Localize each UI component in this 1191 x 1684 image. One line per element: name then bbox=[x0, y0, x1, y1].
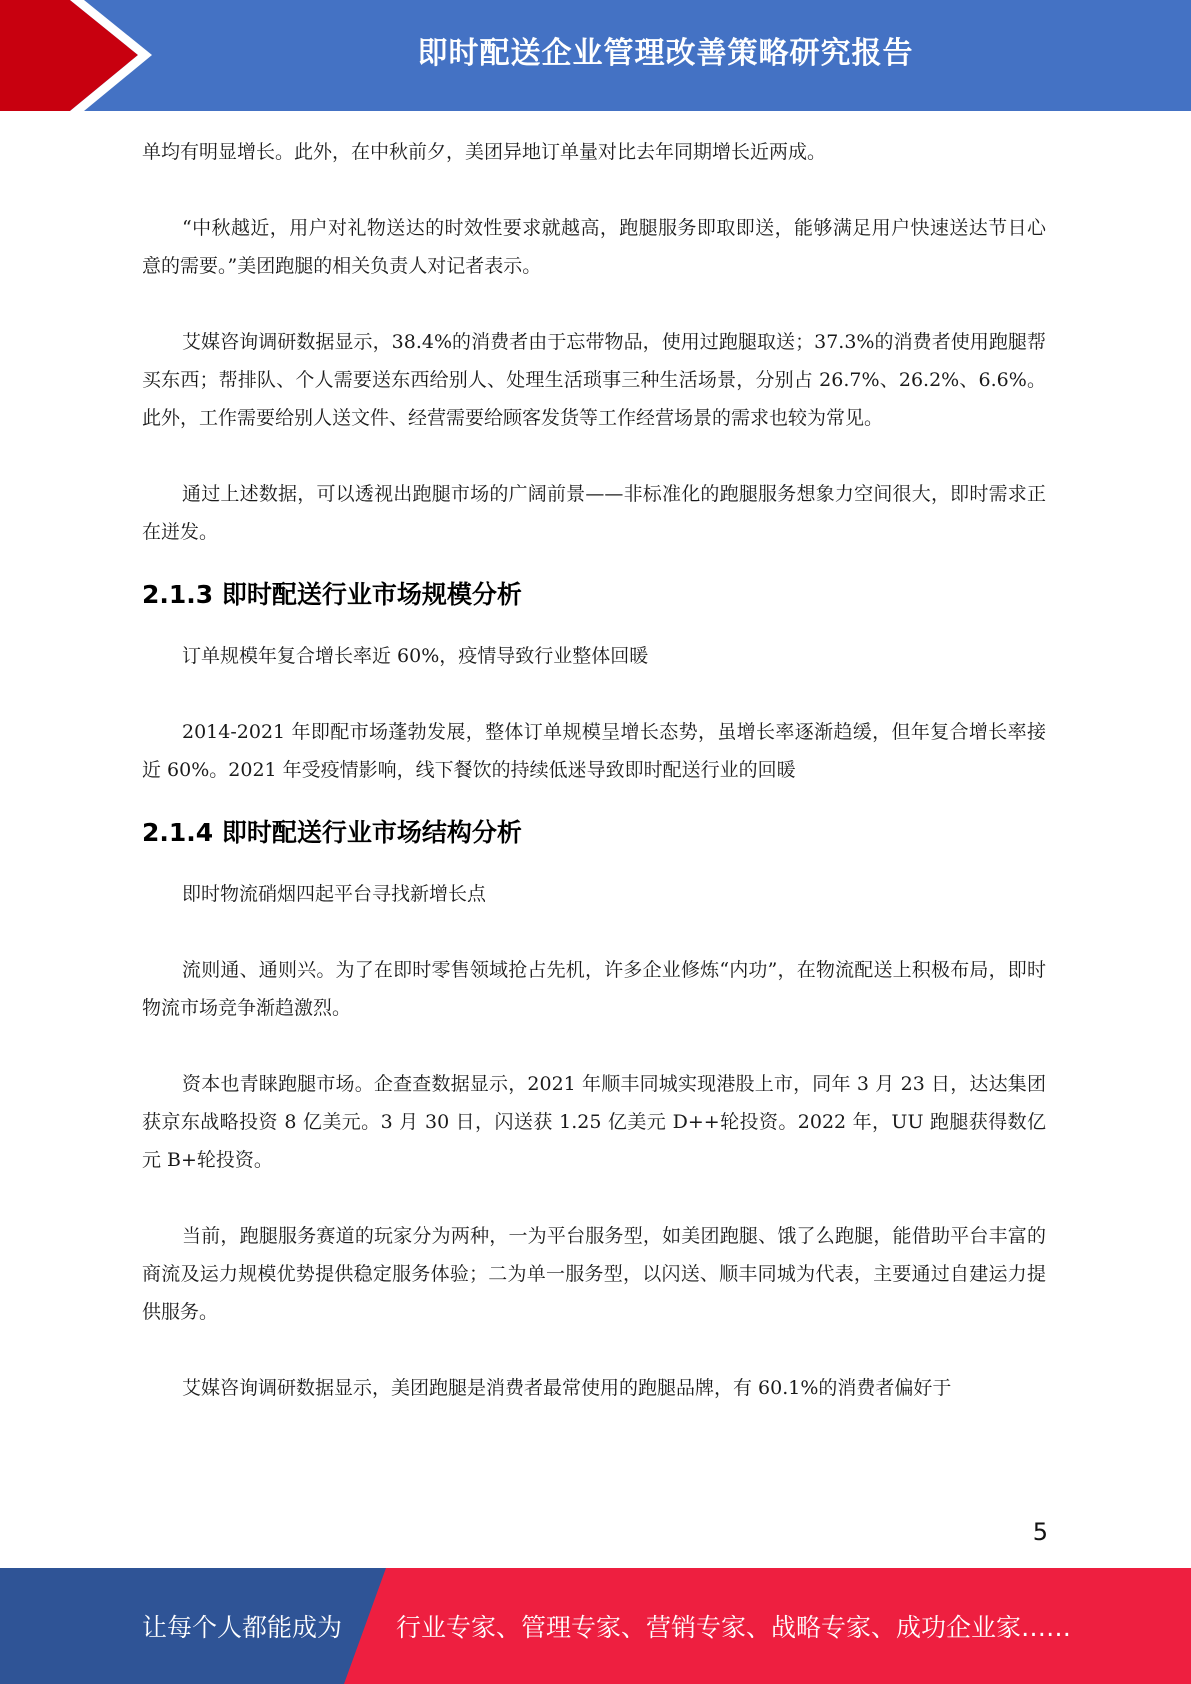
section-heading-2-1-4: 2.1.4 即时配送行业市场结构分析 bbox=[142, 818, 522, 847]
paragraph: 2014-2021 年即配市场蓬勃发展，整体订单规模呈增长态势，虽增长率逐渐趋缓，但年复合增长率接近 60%。2021 年受疫情影响，线下餐饮的持续低迷导致即时配送行业的回暖 bbox=[142, 721, 1046, 781]
header-title: 即时配送企业管理改善策略研究报告 bbox=[417, 36, 914, 71]
paragraph: 艾媒咨询调研数据显示，38.4%的消费者由于忘带物品，使用过跑腿取送；37.3%的消费者使用跑腿帮买东西；帮排队、个人需要送东西给别人、处理生活琐事三种生活场景，分别占 26.7%、26.2%、6.6%。此外，工作需要给别人送文件、经营需要给顾客发货等工作经营场景的需求也较为常见。 bbox=[142, 331, 1046, 429]
paragraph: 即时物流硝烟四起平台寻找新增长点 bbox=[182, 883, 487, 905]
paragraph: 艾媒咨询调研数据显示，美团跑腿是消费者最常使用的跑腿品牌，有 60.1%的消费者偏好于 bbox=[182, 1377, 952, 1399]
paragraph: 资本也青睐跑腿市场。企查查数据显示，2021 年顺丰同城实现港股上市，同年 3 月 23 日，达达集团获京东战略投资 8 亿美元。3 月 30 日，闪送获 1.25 亿美元 D++轮投资。2022 年，UU 跑腿获得数亿元 B+轮投资。 bbox=[142, 1073, 1046, 1171]
page-header bbox=[0, 0, 1191, 111]
paragraph: 通过上述数据，可以透视出跑腿市场的广阔前景——非标准化的跑腿服务想象力空间很大，即时需求正在迸发。 bbox=[142, 483, 1046, 543]
paragraph: 流则通、通则兴。为了在即时零售领域抢占先机，许多企业修炼“内功”，在物流配送上积极布局，即时物流市场竞争渐趋激烈。 bbox=[142, 959, 1046, 1019]
header-chevron-decoration bbox=[0, 0, 160, 111]
footer-slogan-left: 让每个人都能成为 bbox=[142, 1613, 343, 1642]
paragraph: 单均有明显增长。此外，在中秋前夕，美团异地订单量对比去年同期增长近两成。 bbox=[142, 141, 827, 163]
page-footer bbox=[0, 1568, 1191, 1684]
paragraph: 当前，跑腿服务赛道的玩家分为两种，一为平台服务型，如美团跑腿、饿了么跑腿，能借助平台丰富的商流及运力规模优势提供稳定服务体验；二为单一服务型，以闪送、顺丰同城为代表，主要通过自建运力提供服务。 bbox=[142, 1225, 1046, 1323]
paragraph: “中秋越近，用户对礼物送达的时效性要求就越高，跑腿服务即取即送，能够满足用户快速送达节日心意的需要。”美团跑腿的相关负责人对记者表示。 bbox=[142, 217, 1046, 277]
page-number: 5 bbox=[1032, 1518, 1048, 1546]
section-heading-2-1-3: 2.1.3 即时配送行业市场规模分析 bbox=[142, 580, 522, 609]
footer-slogan-right: 行业专家、管理专家、营销专家、战略专家、成功企业家…… bbox=[396, 1613, 1072, 1642]
paragraph: 订单规模年复合增长率近 60%，疫情导致行业整体回暖 bbox=[182, 645, 649, 667]
document-body bbox=[142, 133, 1046, 1407]
